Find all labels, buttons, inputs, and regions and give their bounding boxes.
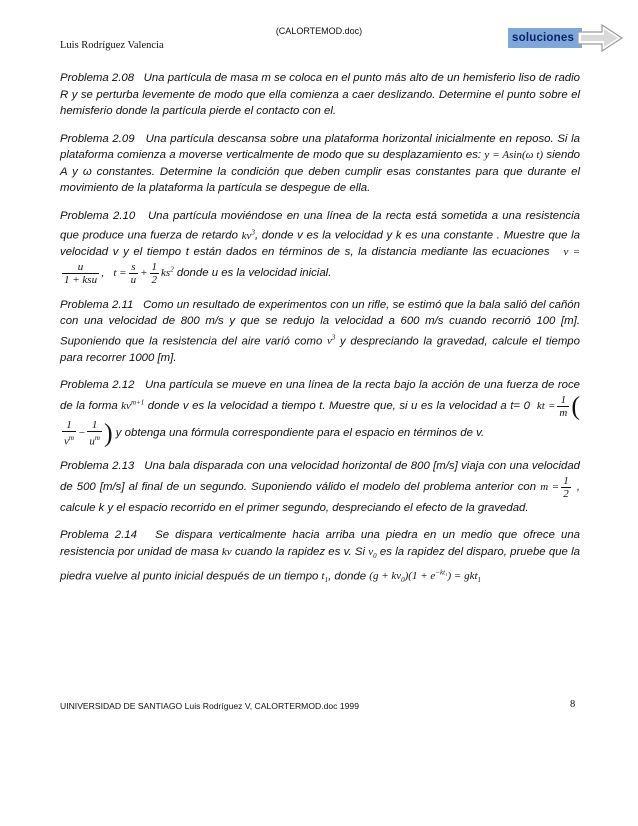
problem-title: Problema 2.12 — [60, 379, 135, 392]
problem-text: Una partícula moviéndose en una línea de la recta está sometida a una resistencia que produce una fuerza de retardo — [60, 209, 580, 242]
numerator: 1 — [151, 260, 158, 273]
math-base: kv — [241, 229, 252, 242]
document-title: (CALORTEMOD.doc) — [275, 26, 363, 36]
denominator: 2 — [151, 273, 158, 286]
math-base: v — [326, 335, 332, 348]
resistance-term: kv — [221, 545, 232, 558]
math-subscript: 1 — [477, 576, 482, 585]
denominator — [62, 432, 76, 448]
problem-text: Una partícula de masa m se coloca en el punto más alto de un hemisferio liso de radio R y se perturba levemente de modo que ella comienza a caer deslizando. Determine el punto sobre el hemisferio donde la partícula pierde el contacto con el. — [60, 72, 580, 117]
problem-text: , calcule k y el espacio recorrido en el primer segundo, despreciando el efecto de la gravedad. — [60, 481, 580, 514]
problem-text: cuando la rapidez es v. Si — [234, 545, 365, 558]
problem-text: Una partícula se mueve en una línea de la recta bajo la acción de una fuerza de roce de la forma — [60, 379, 580, 412]
right-arrow-icon — [578, 24, 624, 52]
problem-list — [60, 70, 580, 600]
math-base: = gkt — [453, 570, 478, 583]
problem-text: donde v es la velocidad a tiempo t. Muestre que, si u es la velocidad a t= 0 — [147, 399, 530, 412]
problem-2-12 — [60, 377, 580, 447]
denominator: u — [130, 273, 137, 286]
problem-title: Problema 2.08 — [60, 72, 135, 84]
fraction — [557, 394, 569, 419]
problem-2-09 — [60, 131, 580, 197]
soluciones-button[interactable] — [508, 24, 626, 52]
problem-title: Problema 2.11 — [60, 298, 134, 311]
math-exponent: −kt₁ — [435, 568, 448, 577]
displacement-equation: y = Asin(ω t) — [484, 149, 544, 161]
problem-2-11 — [60, 297, 580, 367]
soluciones-label: soluciones — [512, 32, 575, 44]
numerator: 1 — [557, 394, 569, 407]
retarding-force-term — [242, 230, 255, 242]
math-exponent: m+1 — [130, 398, 145, 407]
problem-text: , donde v es la velocidad y k es una constante . Muestre que la velocidad v y el tiempo t están dados en términos de s, la distancia mediante las ecuaciones — [60, 229, 580, 259]
problem-text: Una bala disparada con una velocidad horizontal de 800 [m/s] viaja con una velocidad de 500 [m/s] al final de un segundo. Suponiendo válido el modelo del problema anterior con — [60, 460, 581, 493]
denominator — [87, 432, 102, 448]
problem-title: Problema 2.10 — [60, 209, 136, 222]
eq-lhs: t = — [113, 266, 127, 279]
numerator: 1 — [87, 419, 102, 432]
numerator: s — [129, 261, 139, 274]
problem-text: es la rapidez del disparo, pruebe que la piedra vuelve al punto inicial después de un tiempo — [60, 545, 581, 583]
return-time-equation: $(g + kv_0)(1 + e^{-kt_1}) = gkt_1$ — [369, 568, 482, 585]
problem-text: siendo A y ω constantes. Determine la condición que deben cumplir esas constantes para que durante el movimiento de la plataforma la partícula se despegue de ella. — [60, 149, 580, 194]
problem-text: , donde — [328, 570, 367, 583]
eq-lhs: kt = — [536, 399, 556, 412]
denominator: m — [559, 406, 568, 419]
fraction — [87, 419, 102, 448]
fraction — [150, 261, 160, 286]
problem-2-14 — [60, 527, 580, 589]
operator: − — [77, 426, 86, 439]
math-base: u — [89, 435, 95, 448]
operator: + — [140, 266, 148, 279]
math-base: g + kv — [372, 570, 402, 583]
problem-2-08 — [60, 70, 580, 120]
problem-title: Problema 2.13 — [60, 460, 135, 473]
problem-text: Como un resultado de experimentos con un rifle, se estimó que la bala salió del cañón con una velocidad de 800 m/s y que se redujo la velocidad a 600 m/s cuando recorrió 100 [m]. Suponiendo que la resistencia del aire varió como — [60, 298, 580, 348]
math-base: kv — [121, 399, 131, 412]
eq-lhs: v = — [563, 246, 581, 259]
eq-lhs: m = — [540, 481, 560, 493]
denominator: 2 — [563, 487, 569, 500]
math-base: 1 + e — [411, 570, 436, 583]
math-base: ks — [161, 266, 171, 279]
numerator: u — [62, 261, 99, 274]
m-equation — [540, 474, 573, 500]
initial-speed-symbol — [368, 545, 377, 561]
math-base: v — [368, 545, 374, 558]
left-paren: ( — [571, 391, 580, 421]
math-base: t — [321, 570, 325, 583]
math-exponent: m — [68, 433, 74, 442]
problem-2-13 — [60, 458, 580, 516]
math-base: v — [64, 435, 69, 448]
right-paren: ) — [103, 418, 113, 448]
problem-text: y despreciando la gravedad, calcule el tiempo para recorrer 1000 [m]. — [60, 335, 580, 364]
math-subscript: 0 — [373, 552, 377, 561]
math-subscript: 0 — [401, 576, 405, 585]
page-footer: UINIVERSIDAD DE SANTIAGO Luis Rodríguez V, CALORTERMOD.doc 1999 — [60, 701, 359, 711]
problem-text: Se dispara verticalmente hacia arriba una piedra en un medio que ofrece una resistencia por unidad de masa — [60, 529, 580, 558]
fraction — [561, 475, 571, 500]
page-number: 8 — [570, 699, 576, 710]
author-name: Luis Rodríguez Valencia — [60, 40, 164, 51]
problem-2-10 — [60, 208, 580, 286]
fraction — [62, 419, 76, 448]
numerator: 1 — [62, 419, 76, 432]
fraction — [129, 261, 139, 286]
numerator: 1 — [563, 474, 569, 487]
math-exponent: 3 — [331, 333, 336, 342]
fraction — [62, 261, 99, 286]
friction-force-term — [121, 400, 144, 412]
denominator: 1 + ksu — [64, 273, 98, 286]
problem-text: Una partícula descansa sobre una plataforma horizontal inicialmente en reposo. Si la plataforma comienza a moverse verticalmente de modo que su desplazamiento es: — [60, 132, 580, 161]
problem-title: Problema 2.09 — [60, 132, 135, 145]
air-resistance-term — [327, 335, 335, 347]
math-subscript: 1 — [324, 576, 329, 585]
math-exponent: m — [94, 433, 100, 442]
problem-text: y obtenga una fórmula correspondiente para el espacio en términos de v. — [115, 426, 485, 439]
problem-title: Problema 2.14 — [60, 529, 137, 542]
velocity-equation: v = $\frac{u}{\text{1 + ksu}}$ , — [64, 246, 581, 286]
math-exponent: 3 — [251, 228, 255, 236]
problem-text: donde u es la velocidad inicial. — [176, 266, 332, 279]
math-exponent: 2 — [170, 265, 174, 274]
time-equation — [113, 260, 174, 286]
